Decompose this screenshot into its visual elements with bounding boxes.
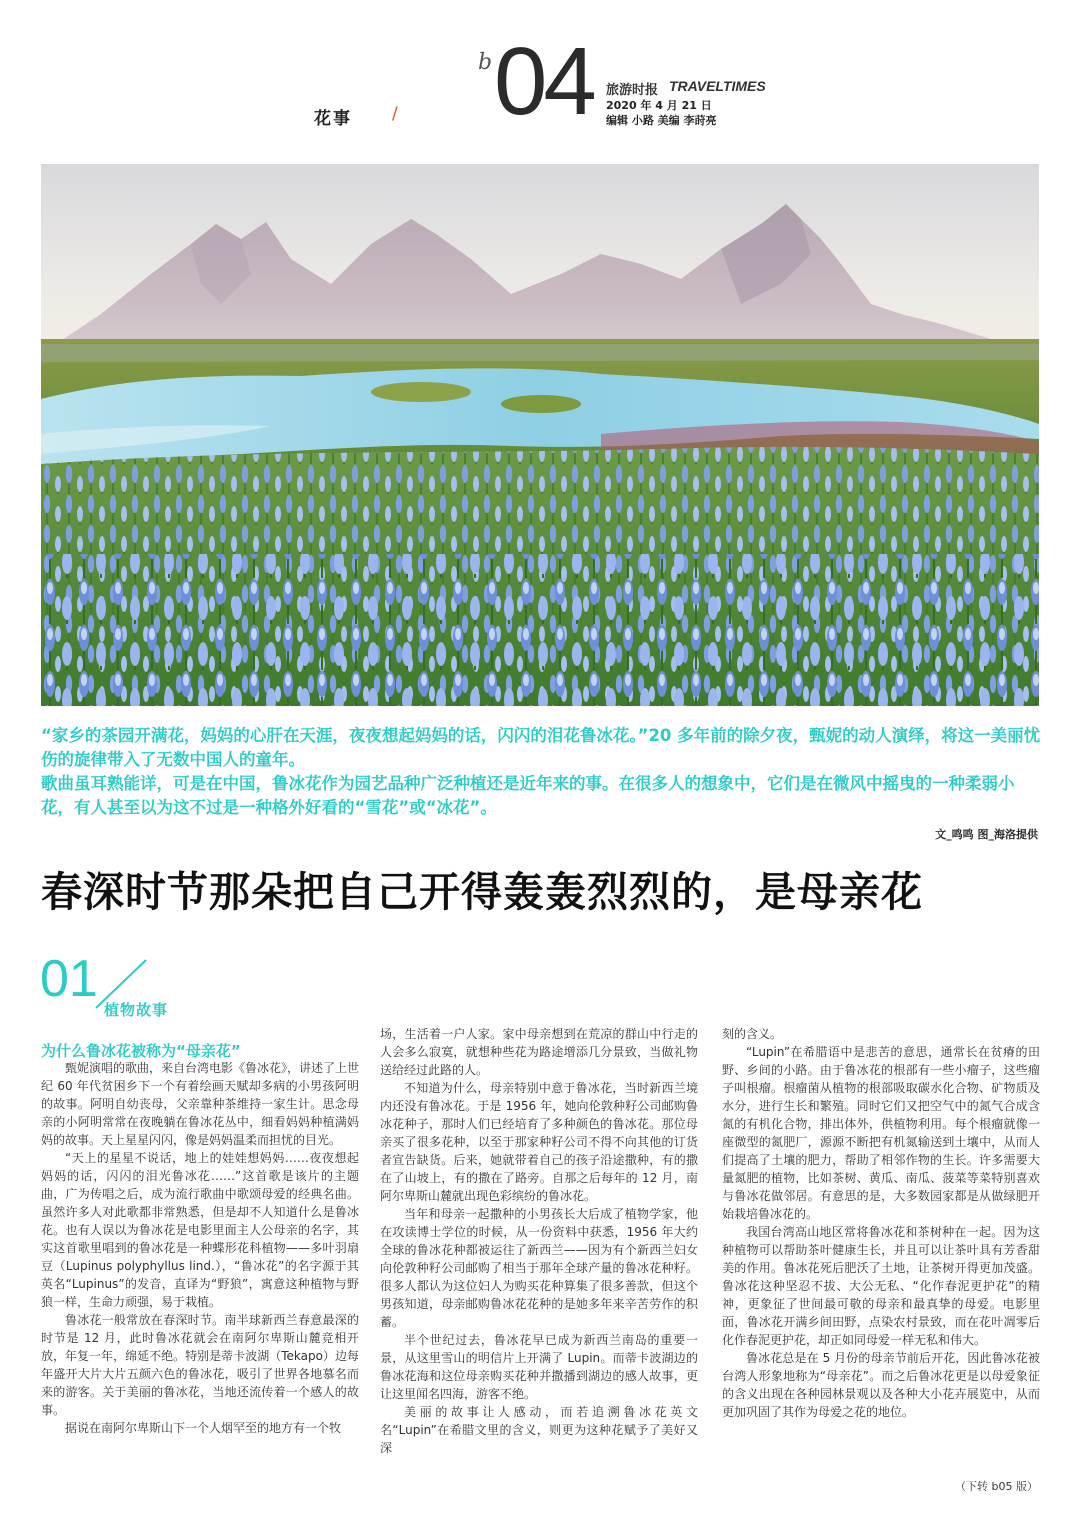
paragraph: 不知道为什么，母亲特别中意于鲁冰花，当时新西兰境内还没有鲁冰花。于是 1956 年，她向伦敦种籽公司邮购鲁冰花种子，那时人们已经培育了多种颜色的鲁冰花。那位母亲买了很多花种，以至于那家种籽公司不得不向其他的订货者宣告缺货。后来，她就带着自己的孩子沿途撒种，有的撒在了山坡上，有的撒在了路旁。自那之后每年的 12 月，南阿尔卑斯山麓就出现色彩缤纷的鲁冰花。 [380,1081,698,1203]
intro-paragraph-1: “家乡的茶园开满花，妈妈的心肝在天涯，夜夜想起妈妈的话，闪闪的泪花鲁冰花。”20 多年前的除夕夜，甄妮的动人演绎，将这一美丽忧伤的旋律带入了无数中国人的童年。 [41,726,1041,769]
section-name: 花事 [314,109,352,129]
paragraph: 据说在南阿尔卑斯山下一个人烟罕至的地方有一个牧 [65,1421,342,1435]
paragraph: “Lupin”在希腊语中是悲苦的意思，通常长在贫瘠的田野、乡间的小路。由于鲁冰花的根部有一些小瘤子，这些瘤子叫根瘤。根瘤菌从植物的根部吸取碳水化合物、矿物质及水分，进行生长和繁殖。同时它们又把空气中的氮气合成含氮的有机化合物，排出体外，供植物利用。每个根瘤就像一座微型的氮肥厂，源源不断把有机氮输送到土壤中，从而人们提高了土壤的肥力，帮助了相邻作物的生长。许多需要大量氮肥的植物，比如茶树、黄瓜、南瓜、菠菜等菜特别喜欢与鲁冰花做邻居。有意思的是，大多数园家都是从做绿肥开始栽培鲁冰花的。 [722,1045,1040,1221]
paragraph: 刻的含义。 [722,1027,783,1041]
section-title: 植物故事 [104,1001,169,1019]
body-column-1 [41,1059,359,1437]
body-column-3 [722,1025,1040,1421]
intro-paragraph-2: 歌曲虽耳熟能详，可是在中国，鲁冰花作为园艺品种广泛种植还是近年来的事。在很多人的想象中，它们是在微风中摇曳的一种柔弱小花，有人甚至以为这不过是一种格外好看的“雪花”或“冰花”。 [41,774,1015,817]
article-subhead: 为什么鲁冰花被称为“母亲花” [41,1042,241,1060]
continued-note: （下转 b05 版） [955,1480,1038,1493]
lupin-field-photo [41,164,1039,706]
issue-date: 2020 年 4 月 21 日 [606,99,712,112]
paragraph: “天上的星星不说话，地上的娃娃想妈妈……夜夜想起妈妈的话，闪闪的泪光鲁冰花……”这首歌是该片的主题曲，广为传唱之后，成为流行歌曲中歌颂母爱的经典名曲。虽然许多人对此歌都非常熟悉，但是却不人知道什么是鲁冰花。也有人误以为鲁冰花是电影里面主人公母亲的名字，其实这首歌里唱到的鲁冰花是一种蝶形花科植物——多叶羽扇豆（Lupinus polyphyllus lind.），“鲁冰花”的名字源于其英名“Lupinus”的发音，直译为“野狼”，寓意这种植物与野狼一样，生命力顽强，易于栽植。 [41,1151,359,1309]
intro-block [41,724,1041,820]
paragraph: 甄妮演唱的歌曲，来自台湾电影《鲁冰花》，讲述了上世纪 60 年代贫困乡下一个有着绘画天赋却多病的小男孩阿明的故事。阿明自幼丧母，父亲靠种茶维持一家生计。思念母亲的小阿明常常在夜晚躺在鲁冰花丛中，细看妈妈种植满妈妈的故事。天上星星闪闪，像是妈妈温柔而担忧的目光。 [41,1061,360,1147]
author-credit: 文_鸣鸣 图_海洛提供 [935,828,1038,841]
paragraph: 美丽的故事让人感动，而若追溯鲁冰花英文名“Lupin”在希腊文里的含义，则更为这种花赋予了美好又深 [380,1405,698,1455]
editors-credit: 编辑 小路 美编 李莳亮 [606,114,717,127]
page-letter: b [478,50,493,75]
paragraph: 当年和母亲一起撒种的小男孩长大后成了植物学家，他在攻读博士学位的时候，从一份资料中获悉，1956 年大约全球的鲁冰花种都被运往了新西兰——因为有个新西兰妇女向伦敦种籽公司邮购了相当于那年全球产量的鲁冰花种籽。很多人都认为这位妇人为购买花种算集了很多善款，但这个男孩知道，母亲邮购鲁冰花花种的是她多年来辛苦劳作的积蓄。 [380,1207,698,1329]
paragraph: 场，生活着一户人家。家中母亲想到在荒凉的群山中行走的人会多么寂寞，就想种些花为路途增添几分景致，当做礼物送给经过此路的人。 [380,1027,698,1077]
paragraph: 鲁冰花一般常放在春深时节。南半球新西兰春意最深的时节是 12 月，此时鲁冰花就会在南阿尔卑斯山麓竞相开放，年复一年，绵延不绝。特别是蒂卡波湖（Tekapo）边每年盛开大片大片五颜六色的鲁冰花，吸引了世界各地慕名而来的游客。关于美丽的鲁冰花，当地还流传着一个感人的故事。 [41,1313,359,1417]
paragraph: 鲁冰花总是在 5 月份的母亲节前后开花，因此鲁冰花被台湾人形象地称为“母亲花”。而之后鲁冰花更是以母爱象征的含义出现在各种园林景观以及各种大小花卉展览中，从而更加巩固了其作为母爱之花的地位。 [722,1351,1040,1419]
article-headline: 春深时节那朵把自己开得轰轰烈烈的，是母亲花 [41,868,923,916]
body-column-2 [380,1025,698,1457]
paper-name-en: TRAVELTIMES [669,78,766,94]
section-slash: / [392,104,398,124]
paragraph: 我国台湾高山地区常将鲁冰花和茶树种在一起。因为这种植物可以帮助茶叶健康生长，并且可以让茶叶具有芳香甜美的作用。鲁冰花死后肥沃了土地，让茶树开得更加茂盛。鲁冰花这种坚忍不拔、大公无私、“化作春泥更护花”的精神，更象征了世间最可敬的母亲和最真挚的母爱。电影里面，鲁冰花开满乡间田野，点染农村景致，而在花叶凋零后化作春泥更护花，却正如同母爱一样无私和伟大。 [722,1225,1040,1347]
section-number: 01 [40,950,98,1008]
paragraph: 半个世纪过去，鲁冰花早已成为新西兰南岛的重要一景，从这里雪山的明信片上开满了 Lupin。而蒂卡波湖边的鲁冰花海和这位母亲购买花种并撒播到湖边的感人故事，更让这里闻名四海，游客不绝。 [380,1333,698,1401]
page-number: 04 [494,28,593,135]
paper-name-cn: 旅游时报 [606,83,659,98]
